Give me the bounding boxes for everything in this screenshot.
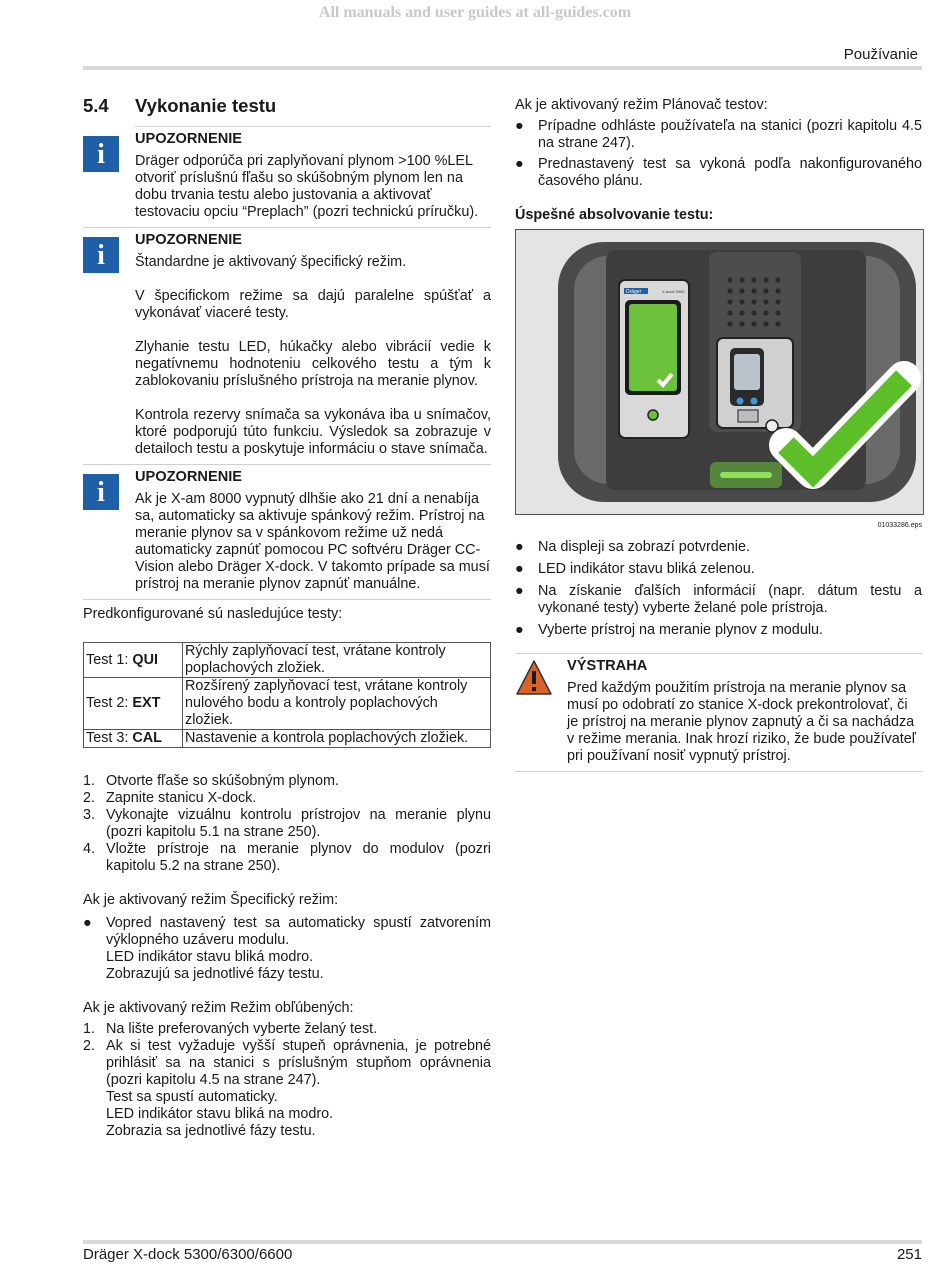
footer-rule xyxy=(83,1240,922,1244)
warning-text: Pred každým použitím prístroja na meranie plynov sa musí po odobratí zo stanice X-dock prekontrolovať, či je prístroj na meranie plynov zapnutý a či sa nachádza v režime merania. Inak hrozí riziko, že bude používateľ pri používaní nosiť vypnutý prístroj. xyxy=(567,680,916,764)
notice-text: Kontrola rezervy snímača sa vykonáva iba u snímačov, ktoré podporujú túto funkciu. Výsledok sa zobrazuje v detailoch testu a poskytuje informáciu o stave snímača. xyxy=(135,407,491,457)
test-description: Rýchly zaplyňovací test, vrátane kontroly poplachových zložiek. xyxy=(183,643,491,678)
screen-brand: Dräger xyxy=(626,289,642,295)
running-header: Používanie xyxy=(843,46,918,63)
list-item: ● Prípadne odhláste používateľa na stanici (pozri kapitolu 4.5 na strane 247). xyxy=(515,118,922,151)
notice-text: Ak je X-am 8000 vypnutý dlhšie ako 21 dní a nenabíja sa, automaticky sa aktivuje spánkový režim. Prístroj na meranie plynov sa v spánkovom režime už nedá automaticky zapnúť pomocou PC softvéru Dräger CC-Vision alebo Dräger X-dock. V takomto prípade sa musí prístroj na meranie plynov zapnúť manuálne. xyxy=(135,491,490,592)
specific-intro: Ak je aktivovaný režim Špecifický režim: xyxy=(83,892,339,908)
list-item: ● Vopred nastavený test sa automaticky spustí zatvorením výklopného uzáveru modulu. LED indikátor stavu bliká modro. Zobrazujú sa jednotlivé fázy testu. xyxy=(83,915,491,982)
notice-box xyxy=(83,465,491,593)
test-label: Test 2: EXT xyxy=(84,678,183,730)
notice-text: Zlyhanie testu LED, húkačky alebo vibrácií vedie k negatívnemu hodnoteniu celkového testu a tým k zablokovaniu príslušného prístroja na meranie plynov. xyxy=(135,339,491,389)
header-rule xyxy=(83,66,922,70)
list-item: 1. Otvorte fľaše so skúšobným plynom. xyxy=(83,773,339,789)
table-row xyxy=(84,730,491,748)
test-label: Test 1: QUI xyxy=(84,643,183,678)
warning-triangle-icon xyxy=(515,659,553,697)
table-row xyxy=(84,643,491,678)
notice-text: Dräger odporúča pri zaplyňovaní plynom >100 %LEL otvoriť príslušnú fľašu so skúšobným plynom len na dobu trvania testu alebo justovania a aktivovať testovaciu opciu “Preplach” (pozri technickú príručku). xyxy=(135,153,479,220)
table-row xyxy=(84,678,491,730)
test-description: Nastavenie a kontrola poplachových zložiek. xyxy=(183,730,491,748)
section-number: 5.4 xyxy=(83,95,109,116)
warning-title: VÝSTRAHA xyxy=(567,658,648,674)
left-column xyxy=(83,95,491,1140)
notice-box xyxy=(83,127,491,221)
divider xyxy=(83,599,491,600)
section-heading xyxy=(83,95,491,117)
planner-list xyxy=(515,118,922,190)
notice-title: UPOZORNENIE xyxy=(135,131,243,147)
list-item: 3. Vykonajte vizuálnu kontrolu prístrojov na meranie plynu (pozri kapitolu 5.1 na strane 250). xyxy=(83,807,491,840)
warning-box xyxy=(515,654,922,765)
list-item: ● Prednastavený test sa vykoná podľa nakonfigurovaného časového plánu. xyxy=(515,156,922,189)
xdock-illustration xyxy=(515,229,924,515)
notice-text: Štandardne je aktivovaný špecifický režim. xyxy=(135,254,407,270)
favorites-intro: Ak je aktivovaný režim Režim obľúbených: xyxy=(83,1000,354,1016)
footer-product: Dräger X-dock 5300/6300/6600 xyxy=(83,1246,293,1263)
list-item: 2. Ak si test vyžaduje vyšší stupeň oprávnenia, je potrebné prihlásiť sa na stanici s príslušným stupňom oprávnenia (pozri kapitolu 4.5 na strane 247). Test sa spustí automaticky. LED indikátor stavu bliká na modro. Zobrazia sa jednotlivé fázy testu. xyxy=(83,1038,491,1139)
tests-intro: Predkonfigurované sú nasledujúce testy: xyxy=(83,606,343,622)
right-column xyxy=(515,97,922,772)
info-icon: i xyxy=(83,237,119,273)
favorites-list xyxy=(83,1021,491,1140)
test-description: Rozšírený zaplyňovací test, vrátane kontroly nulového bodu a kontroly poplachových zložiek. xyxy=(183,678,491,730)
steps-list xyxy=(83,773,491,875)
list-item: ● Na získanie ďalších informácií (napr. dátum testu a vykonané testy) vyberte želané pole prístroja. xyxy=(515,583,922,616)
list-item: 4. Vložte prístroje na meranie plynov do modulov (pozri kapitolu 5.2 na strane 250). xyxy=(83,841,491,874)
tests-table xyxy=(83,642,491,748)
page-number: 251 xyxy=(896,1246,922,1263)
xdock-station-image xyxy=(516,230,923,514)
list-item: 2. Zapnite stanicu X-dock. xyxy=(83,790,257,806)
watermark: All manuals and user guides at all-guides.com xyxy=(318,4,632,21)
specific-list xyxy=(83,915,491,983)
notice-title: UPOZORNENIE xyxy=(135,469,243,485)
success-list xyxy=(515,539,922,639)
test-label: Test 3: CAL xyxy=(84,730,183,748)
section-title: Vykonanie testu xyxy=(135,95,277,116)
notice-text: V špecifickom režime sa dajú paralelne spúšťať a vykonávať viaceré testy. xyxy=(135,288,491,321)
list-item: ● Na displeji sa zobrazí potvrdenie. xyxy=(515,539,750,555)
info-icon: i xyxy=(83,136,119,172)
list-item: ● Vyberte prístroj na meranie plynov z modulu. xyxy=(515,622,824,638)
figure-caption: 01033286.eps xyxy=(877,522,922,529)
notice-title: UPOZORNENIE xyxy=(135,232,243,248)
list-item: 1. Na lište preferovaných vyberte želaný test. xyxy=(83,1021,378,1037)
success-heading: Úspešné absolvovanie testu: xyxy=(515,207,714,223)
list-item: ● LED indikátor stavu bliká zelenou. xyxy=(515,561,755,577)
info-icon: i xyxy=(83,474,119,510)
divider xyxy=(515,771,922,772)
screen-model: X-dock 5300 xyxy=(662,289,685,294)
planner-intro: Ak je aktivovaný režim Plánovač testov: xyxy=(515,97,768,113)
notice-box xyxy=(83,228,491,458)
